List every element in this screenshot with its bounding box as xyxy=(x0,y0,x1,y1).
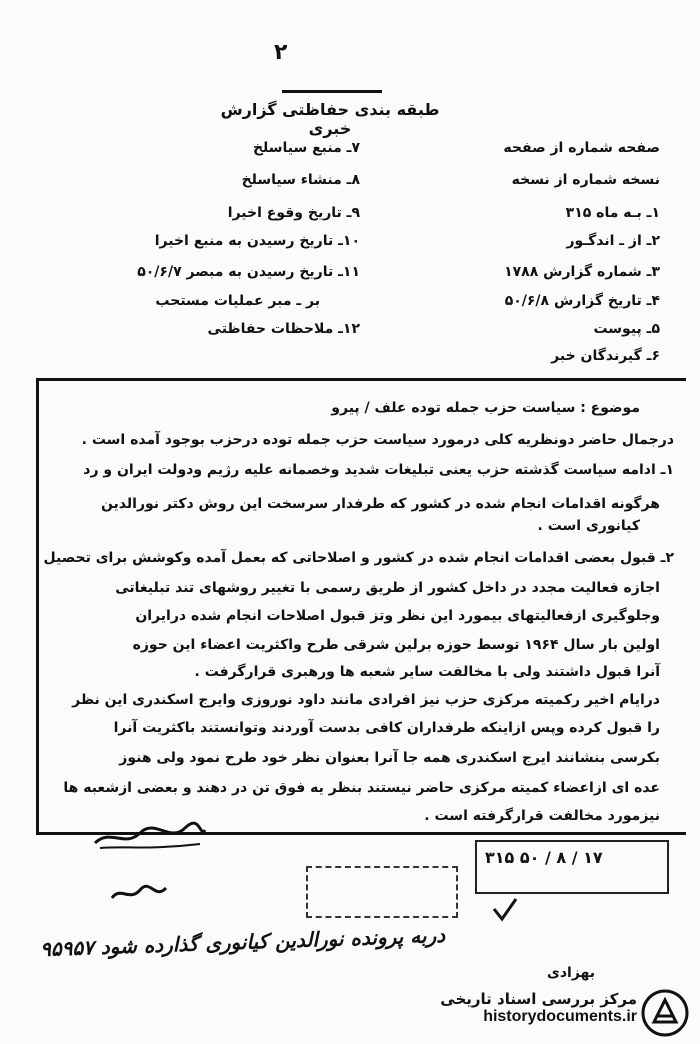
body-line: بکرسی بنشانند ایرج اسکندری همه جا آنرا بعنوان نظر خود طرح نمود ولی هنوز xyxy=(119,750,660,766)
body-line: نیزمورد مخالفت قرارگرفته است . xyxy=(424,808,660,824)
body-line: کیانوری است . xyxy=(537,518,640,534)
body-line: اجازه فعالیت مجدد در داخل کشور از طریق رسمی با تغییر روشهای تند تبلیغاتی xyxy=(115,580,660,596)
meta-observer-received-date: ۱۱ـ تاریخ رسیدن به مبصر ۵۰/۶/۷ xyxy=(137,264,360,280)
check-mark xyxy=(490,895,520,925)
body-top-rule xyxy=(36,378,686,387)
subject-line: موضوع : سیاست حزب جمله توده علف / پیرو xyxy=(331,400,640,416)
meta-report-number: ۳ـ شماره گزارش ۱۷۸۸ xyxy=(504,264,660,280)
initials-scribble xyxy=(110,882,170,906)
signature-scribble xyxy=(90,818,210,858)
meta-from: ۲ـ از ـ اندگـور xyxy=(566,233,660,249)
body-line: درایام اخیر رکمیته مرکزی حزب نیز افرادی مانند داود نوروزی وایرج اسکندری این نظر xyxy=(72,692,660,708)
meta-copy-count: نسخه شماره از نسخه xyxy=(511,172,660,188)
meta-report-date: ۴ـ تاریخ گزارش ۵۰/۶/۸ xyxy=(504,293,660,309)
watermark-title: مرکز بررسی اسناد تاریخی xyxy=(440,990,637,1008)
meta-to: ۱ـ بـه ماه ۳۱۵ xyxy=(565,205,660,221)
body-left-rule xyxy=(36,378,39,833)
meta-security-notes: ۱۲ـ ملاحظات حفاظتی xyxy=(207,321,360,337)
body-line: آنرا قبول داشتند ولی با مخالفت سایر شعبه ها ورهبری قرارگرفت . xyxy=(194,664,660,680)
dotted-box xyxy=(306,866,458,918)
body-line: عده ای ازاعضاء کمیته مرکزی حاضر نیستند بنظر یه فوق تن در دهند و بعضی ازشعبه ها xyxy=(63,780,660,796)
meta-origin: ۸ـ منشاء سیاسلخ xyxy=(241,172,360,188)
page-number: ۲ xyxy=(274,40,288,65)
body-line: ۲ـ قبول بعضی اقدامات انجام شده در کشور و اصلاحاتی که بعمل آمده وکوشش برای تحصیل xyxy=(43,550,674,566)
meta-attachment: ۵ـ پیوست xyxy=(593,321,660,337)
body-line: هرگونه اقدامات انجام شده در کشور که طرفدار سرسخت این روش دکتر نورالدین xyxy=(100,496,660,512)
archive-logo-icon xyxy=(640,988,690,1038)
meta-event-date: ۹ـ تاریخ وقوع اخیرا xyxy=(227,205,360,221)
report-title: طبقه بندی حفاظتی گزارش خبری xyxy=(220,100,440,138)
body-line: را قبول کرده وپس ازاینکه طرفداران کافی بدست آوردند وتوانستند باکثریت آنرا xyxy=(113,720,660,736)
signatory-name: بهزادی xyxy=(547,965,596,981)
meta-source-received-date: ۱۰ـ تاریخ رسیدن به منبع اخیرا xyxy=(154,233,360,249)
watermark xyxy=(432,990,637,1026)
watermark-site: historydocuments.ir xyxy=(483,1008,637,1025)
header-rule xyxy=(282,90,382,93)
meta-source: ۷ـ منبع سیاسلخ xyxy=(252,140,360,156)
meta-page-count: صفحه شماره از صفحه xyxy=(503,140,660,156)
stamp-text: ۱۷ / ۸ / ۵۰ ۳۱۵ xyxy=(485,848,603,867)
meta-operations-note: بر ـ مبر عملیات مستحب xyxy=(155,293,320,309)
body-line: اولین بار سال ۱۹۶۴ توسط حوزه برلین شرقی طرح واکثریت اعضاء این حوزه xyxy=(132,637,660,653)
body-line: وجلوگیری ازفعالیتهای بیمورد این نظر وتز قبول اصلاحات انجام شده درایران xyxy=(135,608,660,624)
handwritten-note: دربه پرونده نورالدین کیانوری گذارده شود ۹۵۹۵۷ xyxy=(39,922,446,962)
body-line: ۱ـ ادامه سیاست گذشته حزب یعنی تبلیغات شدید وخصمانه علیه رژیم ودولت ایران و رد xyxy=(83,462,674,478)
meta-recipients: ۶ـ گیرندگان خبر xyxy=(551,348,660,364)
received-stamp xyxy=(475,840,669,894)
body-line: درجمال حاضر دونظریه کلی درمورد سیاست حزب جمله توده درحزب بوجود آمده است . xyxy=(81,432,674,448)
